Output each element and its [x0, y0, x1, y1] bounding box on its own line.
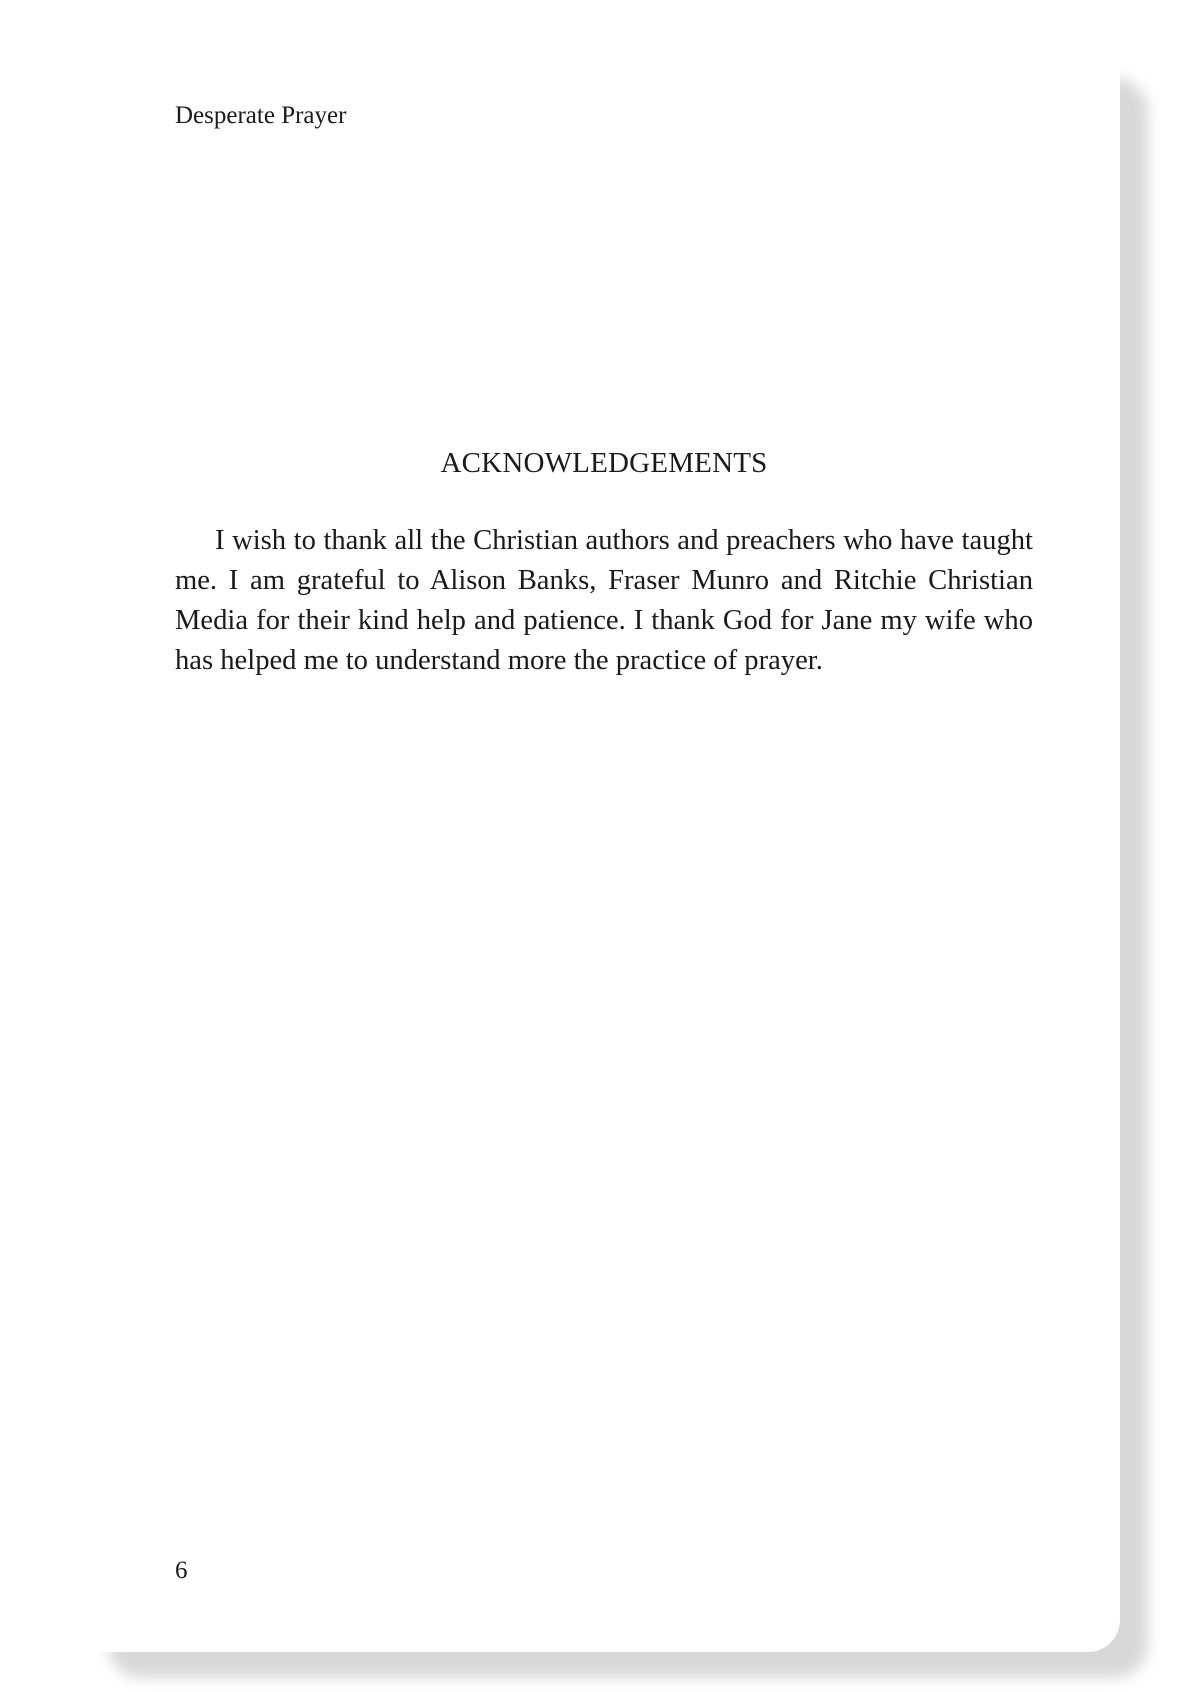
- acknowledgements-paragraph: I wish to thank all the Christian authors and preachers who have taught me. I am grateful to Alison Banks, Fraser Munro and Ritchie Christian Media for their kind help and patience. I thank God for Jane my wife who has helped me to understand more the practice of prayer.: [175, 525, 1033, 676]
- running-head: Desperate Prayer: [175, 102, 347, 129]
- section-title: ACKNOWLEDGEMENTS: [440, 447, 768, 479]
- page-number: 6: [175, 1557, 188, 1584]
